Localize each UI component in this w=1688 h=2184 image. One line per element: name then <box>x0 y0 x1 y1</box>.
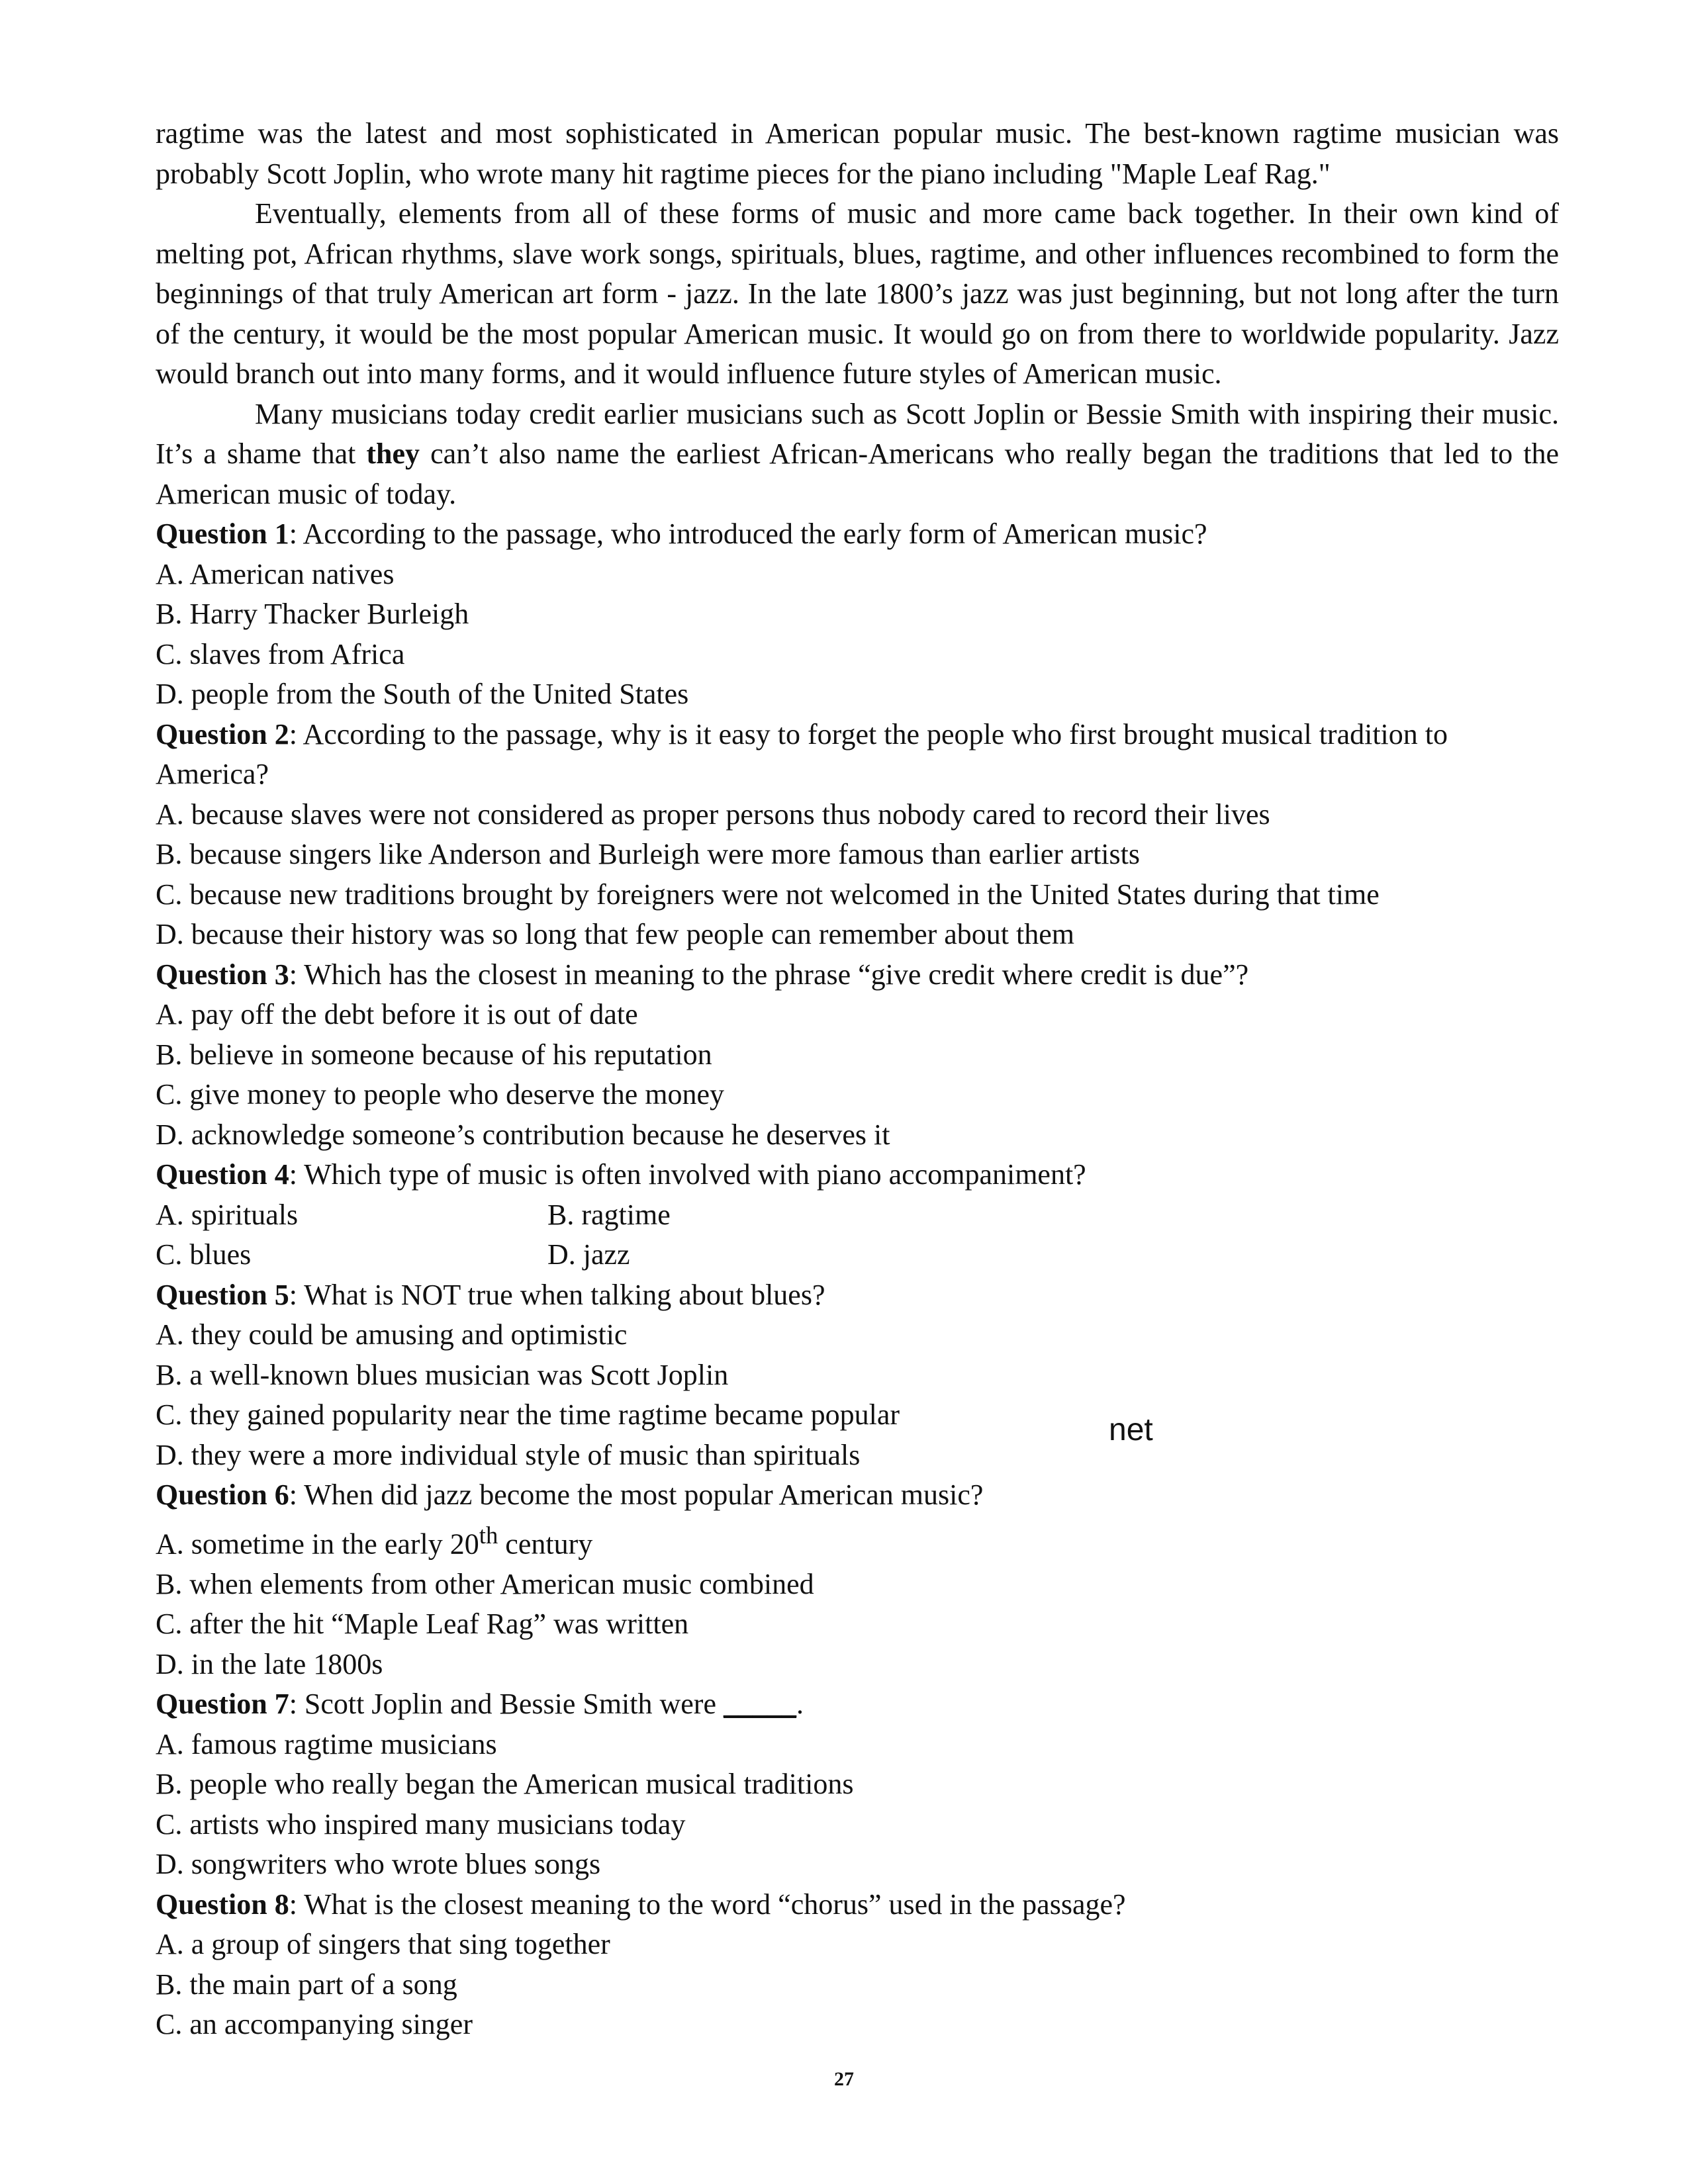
question-2 <box>156 715 1559 795</box>
question-6-option-a-end: century <box>498 1527 593 1561</box>
question-2-text: : According to the passage, why is it easy to forget the people who first brought musical tradition to America? <box>156 717 1448 790</box>
question-4-options-row-1 <box>156 1195 1559 1236</box>
question-5-option-b: B. a well-known blues musician was Scott Joplin <box>156 1358 729 1391</box>
passage-paragraph-3-end: can’t also name the earliest African-Americans who really began the traditions that led to the American music of today. <box>156 437 1559 510</box>
passage-paragraph-2: Eventually, elements from all of these forms of music and more came back together. In their own kind of melting pot, African rhythms, slave work songs, spirituals, blues, ragtime, and other influences recombined to form the beginnings of that truly American art form - jazz. In the late 1800’s jazz was just beginning, but not long after the turn of the century, it would be the most popular American music. It would go on from there to worldwide popularity. Jazz would branch out into many forms, and it would influence future styles of American music. <box>156 197 1559 390</box>
question-1-text: : According to the passage, who introduced the early form of American music? <box>289 518 1207 550</box>
watermark-text: net <box>1109 1412 1153 1447</box>
question-8-option-a: A. a group of singers that sing together <box>156 1928 610 1961</box>
question-7-end: . <box>796 1688 804 1721</box>
question-2-option-c: C. because new traditions brought by foreigners were not welcomed in the United States during that time <box>156 878 1380 911</box>
question-2-option-d: D. because their history was so long that few people can remember about them <box>156 918 1074 950</box>
question-4-label: Question 4 <box>156 1158 289 1191</box>
question-1-option-b: B. Harry Thacker Burleigh <box>156 598 469 630</box>
question-4-option-d: D. jazz <box>547 1238 630 1271</box>
question-5-option-a: A. they could be amusing and optimistic <box>156 1318 628 1351</box>
document-body <box>156 114 1559 2045</box>
question-7-option-a: A. famous ragtime musicians <box>156 1727 497 1760</box>
question-1-option-d: D. people from the South of the United States <box>156 678 689 710</box>
question-2-option-a: A. because slaves were not considered as proper persons thus nobody cared to record their lives <box>156 797 1270 831</box>
question-6-option-c: C. after the hit “Maple Leaf Rag” was written <box>156 1608 689 1641</box>
question-7-label: Question 7 <box>156 1688 289 1721</box>
question-1-option-a: A. American natives <box>156 557 395 590</box>
question-5-label: Question 5 <box>156 1278 289 1311</box>
question-6-option-a <box>156 1516 1559 1565</box>
question-1 <box>156 514 1559 555</box>
question-1-option-c: C. slaves from Africa <box>156 637 405 670</box>
question-5-option-d: D. they were a more individual style of music than spirituals <box>156 1438 861 1471</box>
question-7-option-b: B. people who really began the American musical traditions <box>156 1768 854 1801</box>
question-7 <box>156 1684 1559 1725</box>
question-7-blank: _____ <box>724 1688 796 1721</box>
question-6-option-a-start: A. sometime in the early 20 <box>156 1527 479 1561</box>
question-4-option-b: B. ragtime <box>547 1198 671 1231</box>
question-8-option-c: C. an accompanying singer <box>156 2008 473 2041</box>
question-5 <box>156 1275 1559 1316</box>
question-4-text: : Which type of music is often involved with piano accompaniment? <box>289 1158 1086 1191</box>
question-6-option-d: D. in the late 1800s <box>156 1647 383 1680</box>
question-8-option-b: B. the main part of a song <box>156 1968 457 2001</box>
question-4-option-c: C. blues <box>156 1238 252 1271</box>
question-3-option-a: A. pay off the debt before it is out of date <box>156 998 638 1030</box>
question-4 <box>156 1155 1559 1195</box>
question-7-option-c: C. artists who inspired many musicians today <box>156 1807 686 1841</box>
question-8-text: : What is the closest meaning to the word “chorus” used in the passage? <box>289 1888 1126 1921</box>
question-3-label: Question 3 <box>156 958 289 991</box>
question-6 <box>156 1475 1559 1516</box>
question-3-option-b: B. believe in someone because of his reputation <box>156 1038 712 1071</box>
question-4-options-row-2 <box>156 1235 1559 1275</box>
question-7-text: : Scott Joplin and Bessie Smith were <box>289 1688 724 1721</box>
question-5-text: : What is NOT true when talking about blues? <box>289 1278 825 1311</box>
question-6-option-a-superscript: th <box>479 1521 498 1549</box>
question-3-option-c: C. give money to people who deserve the money <box>156 1078 725 1111</box>
passage-paragraph-3 <box>156 394 1559 515</box>
question-1-label: Question 1 <box>156 518 289 550</box>
question-4-option-a: A. spirituals <box>156 1198 299 1231</box>
question-3-option-d: D. acknowledge someone’s contribution because he deserves it <box>156 1118 890 1151</box>
question-5-option-c: C. they gained popularity near the time ragtime became popular <box>156 1398 900 1431</box>
question-3 <box>156 955 1559 995</box>
question-6-label: Question 6 <box>156 1479 289 1511</box>
passage-paragraph-3-start: Many musicians today credit earlier musicians such as Scott Joplin or Bessie Smith with inspiring their music. It’s a shame that <box>156 397 1559 470</box>
passage-bold-word: they <box>366 437 420 470</box>
question-8 <box>156 1885 1559 1925</box>
question-6-text: : When did jazz become the most popular American music? <box>289 1479 984 1511</box>
question-2-option-b: B. because singers like Anderson and Burleigh were more famous than earlier artists <box>156 838 1140 870</box>
question-2-label: Question 2 <box>156 717 289 751</box>
question-7-option-d: D. songwriters who wrote blues songs <box>156 1848 601 1881</box>
passage-paragraph-1: ragtime was the latest and most sophisticated in American popular music. The best-known ragtime musician was probably Scott Joplin, who wrote many hit ragtime pieces for the piano including "Maple Leaf Rag." <box>156 117 1559 190</box>
question-6-option-b: B. when elements from other American music combined <box>156 1567 814 1600</box>
page-number: 27 <box>834 2068 854 2090</box>
question-3-text: : Which has the closest in meaning to the phrase “give credit where credit is due”? <box>289 958 1249 991</box>
question-8-label: Question 8 <box>156 1888 289 1921</box>
